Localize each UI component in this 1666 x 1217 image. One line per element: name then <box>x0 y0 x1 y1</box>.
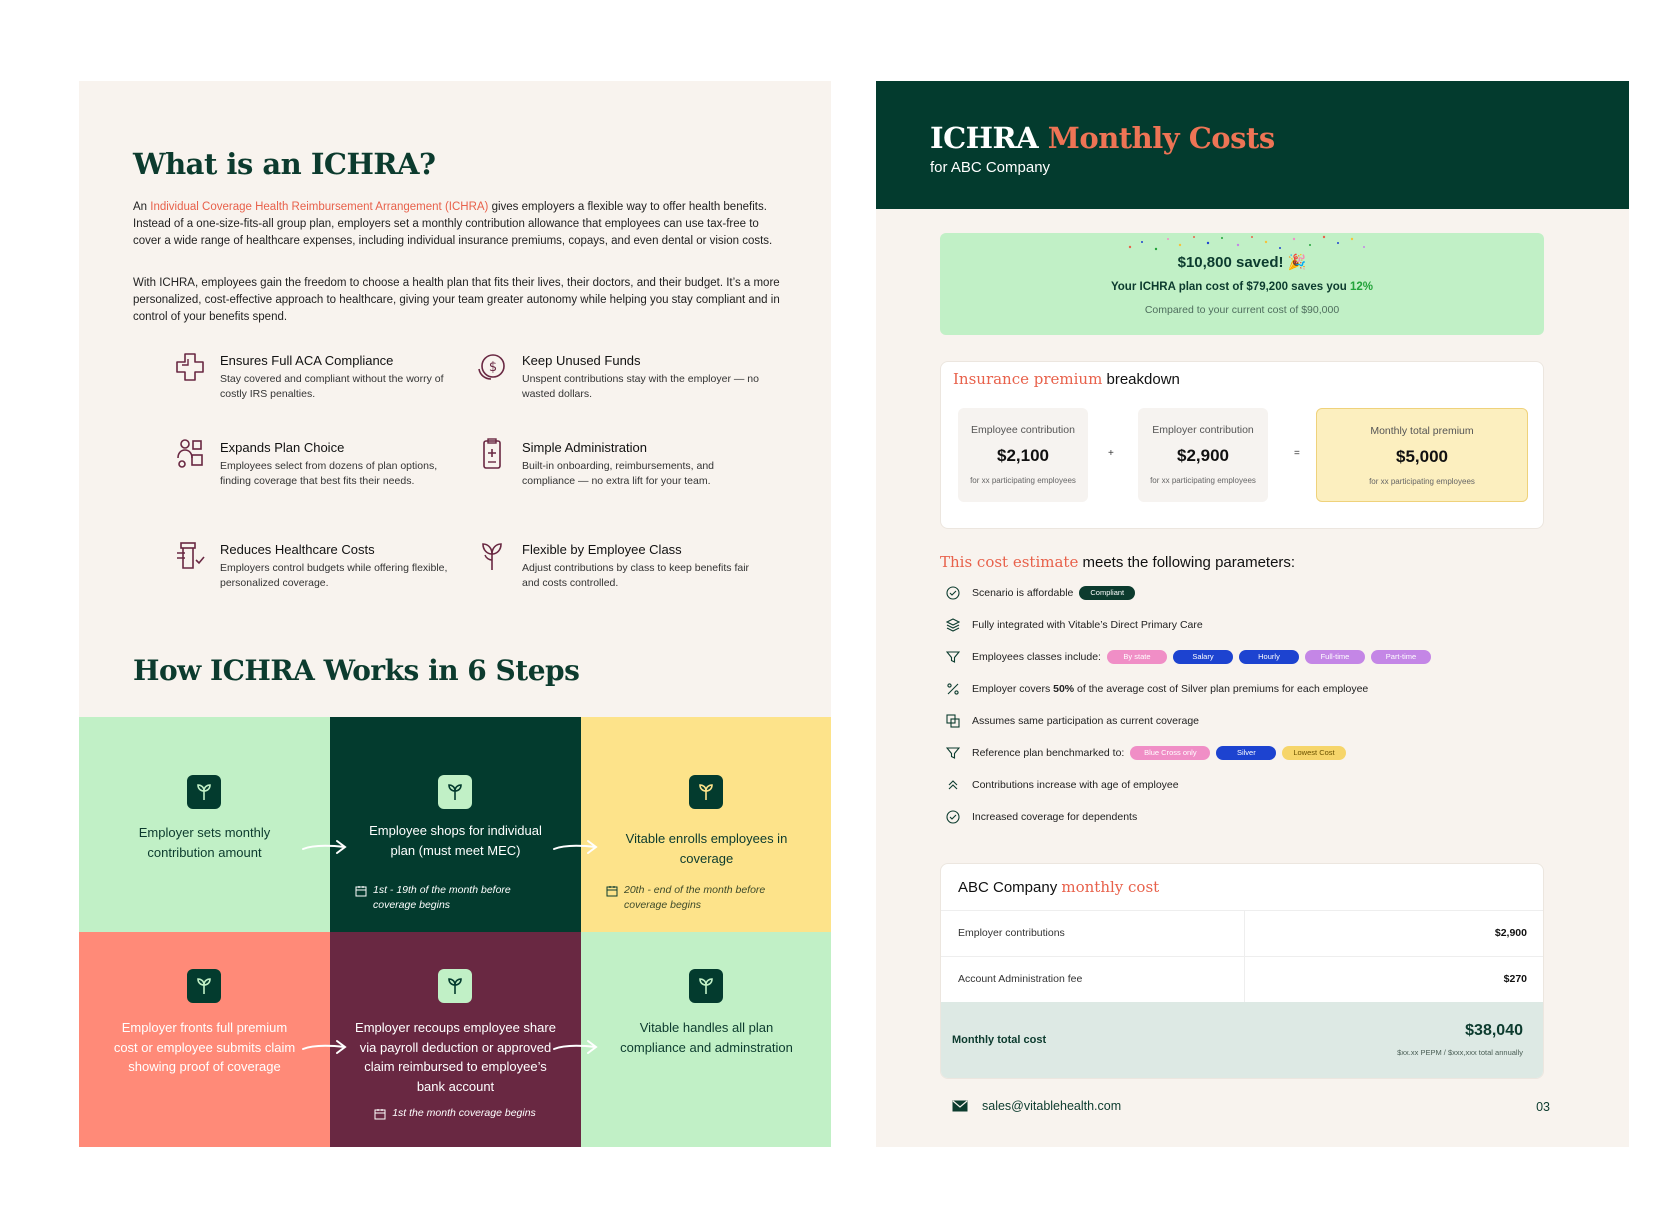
param-text: Contributions increase with age of employee <box>972 779 1179 791</box>
breakdown-title <box>953 370 1180 388</box>
how-ichra-works-heading: How ICHRA Works in 6 Steps <box>133 654 580 687</box>
parameters-title <box>940 553 1295 571</box>
cost-table-title-main: ABC Company <box>958 879 1062 896</box>
sprout-icon <box>689 775 723 809</box>
arrow-right-icon <box>552 1037 600 1057</box>
pill-bottle-icon <box>172 538 208 574</box>
monthly-total-cost-row <box>941 1002 1544 1079</box>
param-age <box>946 775 1179 795</box>
param-text: Fully integrated with Vitable’s Direct Primary Care <box>972 619 1203 631</box>
step-date-note <box>355 1106 555 1121</box>
savings-line <box>940 281 1544 293</box>
layers-icon <box>946 618 960 632</box>
feature-title: Reduces Healthcare Costs <box>220 542 375 557</box>
step-2 <box>330 717 581 932</box>
calendar-icon <box>374 1108 386 1120</box>
dollar-cycle-icon <box>474 349 510 385</box>
savings-comparison: Compared to your current cost of $90,000 <box>1144 304 1340 316</box>
step-text: Employer fronts full premium cost or employee submits claim showing proof of coverage <box>113 1020 296 1074</box>
intro-paragraph-2: With ICHRA, employees gain the freedom to choose a health plan that fits their lives, their doctors, and their budget. It’s a more personalized, cost-effective approach to healthcare, giving your team greater autonomy while helping you stay compliant and in control of your benefits spend. <box>133 277 780 323</box>
param-benchmark <box>946 743 1346 763</box>
param-participation <box>946 711 1199 731</box>
compliant-badge: Compliant <box>1079 586 1135 600</box>
savings-amount <box>940 253 1544 271</box>
param-dependents <box>946 807 1137 827</box>
param-affordable <box>946 583 1135 603</box>
step-text: Employer sets monthly contribution amount <box>138 825 271 860</box>
feature-desc: Adjust contributions by class to keep benefits fair and costs controlled. <box>522 562 750 589</box>
row-label: Account Administration fee <box>958 973 1083 985</box>
feature-title: Expands Plan Choice <box>220 440 345 455</box>
company-subtitle: for ABC Company <box>930 159 1051 176</box>
title-main: ICHRA <box>930 121 1048 155</box>
intro-paragraph-1 <box>133 199 781 250</box>
benchmark-tag-lowest-cost: Lowest Cost <box>1282 746 1345 760</box>
premium-breakdown-card <box>940 361 1544 529</box>
param-text: Employees classes include: <box>972 651 1101 663</box>
savings-percent: 12% <box>1350 281 1374 293</box>
monthly-cost-table <box>940 863 1544 1079</box>
mail-icon <box>952 1100 968 1112</box>
feature-employee-class <box>522 542 762 591</box>
plus-sign: + <box>1108 448 1114 459</box>
card-value: $2,900 <box>1177 446 1229 465</box>
feature-title: Ensures Full ACA Compliance <box>220 353 394 368</box>
breakdown-title-accent: Insurance premium <box>953 370 1103 388</box>
feature-unused-funds <box>488 353 762 402</box>
sprout-icon <box>187 775 221 809</box>
step-1 <box>79 717 330 932</box>
check-circle-icon <box>946 586 960 600</box>
step-text: Employer recoups employee share via payroll deduction or approved claim reimbursed to employee’s bank account <box>355 1020 556 1094</box>
feature-desc: Stay covered and compliant without the worry of costly IRS penalties. <box>220 373 444 400</box>
class-tag-by-state: By state <box>1107 650 1167 664</box>
feature-desc: Unspent contributions stay with the employer — no wasted dollars. <box>522 373 759 400</box>
medical-cross-icon <box>172 349 208 385</box>
feature-desc: Built-in onboarding, reimbursements, and compliance — no extra lift for your team. <box>522 460 715 487</box>
row-label: Employer contributions <box>958 927 1065 939</box>
employee-contribution-card <box>958 408 1088 502</box>
step-4 <box>79 932 330 1147</box>
check-circle-icon <box>946 810 960 824</box>
feature-simple-admin <box>522 440 762 489</box>
step-text: Vitable enrolls employees in coverage <box>625 831 788 866</box>
chevrons-up-icon <box>946 778 960 792</box>
sprout-icon <box>187 969 221 1003</box>
step-5 <box>330 932 581 1147</box>
param-dpc <box>946 615 1203 635</box>
param-text-bold: 50% <box>1053 683 1075 695</box>
table-row <box>941 956 1544 1002</box>
confetti-icon <box>1120 233 1370 255</box>
arrow-right-icon <box>301 1037 349 1057</box>
card-note: for xx participating employees <box>1369 477 1475 486</box>
param-text-pre: Employer covers <box>972 683 1054 695</box>
param-employer-covers <box>946 679 1368 699</box>
what-is-ichra-heading: What is an ICHRA? <box>133 147 436 181</box>
sprout-icon <box>689 969 723 1003</box>
class-tag-part-time: Part-time <box>1371 650 1431 664</box>
party-icon: 🎉 <box>1287 254 1307 271</box>
step-text: Vitable handles all plan compliance and adminstration <box>620 1020 793 1055</box>
sprout-icon <box>474 538 510 574</box>
param-text-post: of the average cost of Silver plan premiums for each employee <box>1074 683 1369 695</box>
card-note: for xx participating employees <box>970 476 1076 485</box>
benchmark-tag-blue-cross: Blue Cross only <box>1130 746 1210 760</box>
benchmark-tag-silver: Silver <box>1216 746 1276 760</box>
step-6 <box>581 932 831 1147</box>
left-page <box>79 81 831 1147</box>
feature-title: Simple Administration <box>522 440 647 455</box>
param-text <box>972 683 1368 695</box>
card-label: Employer contribution <box>1152 424 1254 436</box>
table-row <box>941 910 1544 956</box>
calendar-icon <box>606 885 618 897</box>
filter-icon <box>946 650 960 664</box>
card-note: for xx participating employees <box>1150 476 1256 485</box>
page-number: 03 <box>1536 1100 1550 1114</box>
cost-header <box>876 81 1629 209</box>
clipboard-phone-icon <box>474 436 510 472</box>
savings-banner <box>940 233 1544 335</box>
savings-line-text: Your ICHRA plan cost of $79,200 saves you <box>1110 281 1350 293</box>
total-value: $38,040 <box>1465 1022 1523 1039</box>
title-accent: Monthly Costs <box>1047 121 1275 155</box>
copy-icon <box>946 714 960 728</box>
parameters-title-rest: meets the following parameters: <box>1078 554 1296 571</box>
sprout-icon <box>438 775 472 809</box>
sprout-icon <box>438 969 472 1003</box>
breakdown-title-rest: breakdown <box>1102 371 1180 388</box>
intro-prefix: An <box>133 201 151 213</box>
feature-desc: Employers control budgets while offering flexible, personalized coverage. <box>220 562 448 589</box>
feature-plan-choice <box>220 440 460 489</box>
feature-desc: Employees select from dozens of plan options, finding coverage that best fits their needs. <box>220 460 438 487</box>
step-date-note <box>606 883 806 913</box>
feature-title: Flexible by Employee Class <box>522 542 682 557</box>
equals-sign: = <box>1294 448 1300 459</box>
svg-text:$: $ <box>488 360 498 375</box>
column-divider <box>1244 957 1245 1003</box>
contact-email[interactable] <box>952 1099 1121 1113</box>
savings-amount-text: $10,800 saved! <box>1177 254 1284 271</box>
email-link[interactable]: sales@vitablehealth.com <box>982 1099 1122 1113</box>
filter-icon <box>946 746 960 760</box>
parameters-title-accent: This cost estimate <box>940 553 1079 571</box>
right-page <box>876 81 1629 1147</box>
card-label: Employee contribution <box>971 424 1075 436</box>
cost-table-title <box>958 878 1159 896</box>
param-text: Scenario is affordable <box>972 587 1074 599</box>
class-tag-hourly: Hourly <box>1239 650 1299 664</box>
monthly-total-premium-card <box>1316 408 1528 502</box>
step-date-note <box>355 883 555 913</box>
feature-title: Keep Unused Funds <box>522 353 641 368</box>
column-divider <box>1244 911 1245 957</box>
cost-table-title-accent: monthly cost <box>1061 878 1160 896</box>
total-label: Monthly total cost <box>952 1034 1047 1046</box>
param-classes <box>946 647 1431 667</box>
feature-aca-compliance <box>220 353 460 402</box>
arrow-right-icon <box>552 837 600 857</box>
step-note-text: 1st the month coverage begins <box>392 1107 536 1119</box>
step-text: Employee shops for individual plan (must meet MEC) <box>369 823 542 858</box>
percent-icon <box>946 682 960 696</box>
people-choice-icon <box>172 436 208 472</box>
class-tag-salary: Salary <box>1173 650 1233 664</box>
param-text: Reference plan benchmarked to: <box>972 747 1125 759</box>
param-text: Increased coverage for dependents <box>972 811 1138 823</box>
calendar-icon <box>355 885 367 897</box>
step-note-text: 1st - 19th of the month before coverage begins <box>373 884 511 911</box>
total-note: $xx.xx PEPM / $xxx,xxx total annually <box>1397 1048 1523 1057</box>
intro-rest: gives employers a flexible way to offer health benefits. Instead of a one-size-fits-all group plan, employers set a monthly contribution allowance that employees can use tax-free to cover a wide range of healthcare expenses, including individual insurance premiums, copays, and even dental or vision costs. <box>133 201 773 247</box>
card-value: $5,000 <box>1396 447 1448 466</box>
card-value: $2,100 <box>997 446 1049 465</box>
step-3 <box>581 717 831 932</box>
card-label: Monthly total premium <box>1370 425 1474 437</box>
step-note-text: 20th - end of the month before coverage begins <box>624 884 766 911</box>
param-text: Assumes same participation as current coverage <box>972 715 1200 727</box>
monthly-costs-title <box>930 121 1275 155</box>
ichra-definition-highlight: Individual Coverage Health Reimbursement Arrangement (ICHRA) <box>150 201 489 213</box>
feature-reduce-costs <box>220 542 460 591</box>
employer-contribution-card <box>1138 408 1268 502</box>
row-value: $2,900 <box>1494 927 1527 939</box>
arrow-right-icon <box>301 837 349 857</box>
class-tag-full-time: Full-time <box>1305 650 1365 664</box>
row-value: $270 <box>1503 973 1527 985</box>
